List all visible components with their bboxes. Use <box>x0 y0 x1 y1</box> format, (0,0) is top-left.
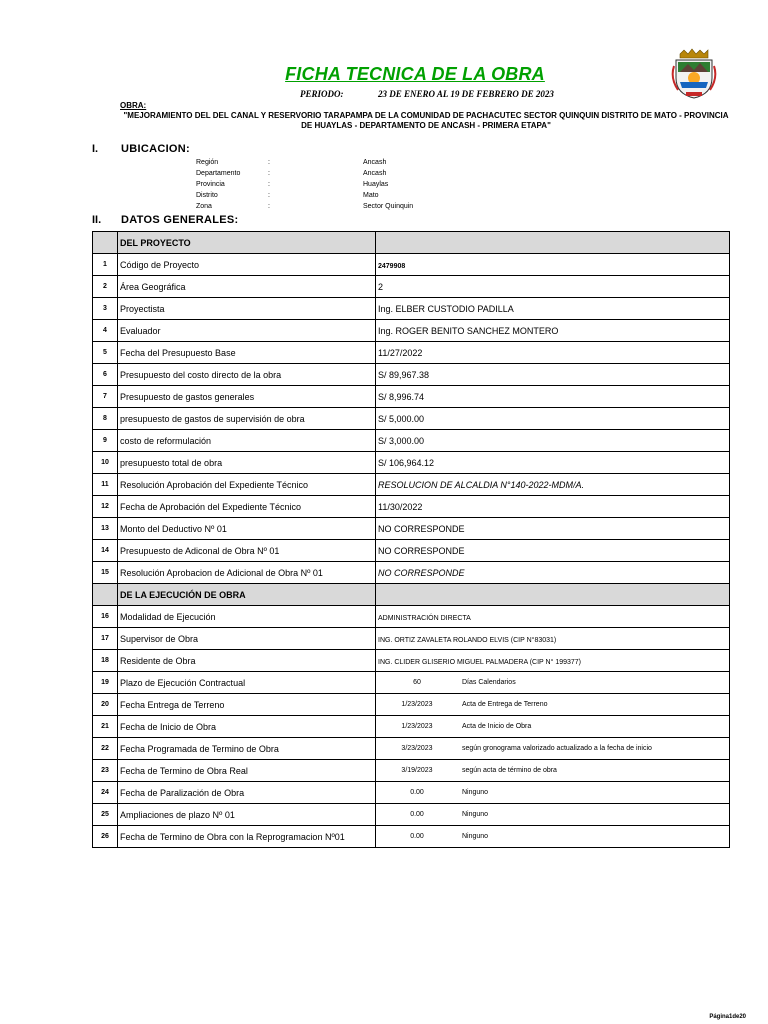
periodo-value: 23 DE ENERO AL 19 DE FEBRERO DE 2023 <box>378 89 554 99</box>
row-number: 2 <box>93 276 118 298</box>
ubicacion-value: Mato <box>363 192 379 199</box>
row-value-text: NO CORRESPONDE <box>378 545 465 556</box>
row-value <box>376 254 730 276</box>
row-value-note: según acta de término de obra <box>462 767 557 774</box>
row-value <box>376 562 730 584</box>
table-row <box>93 804 730 826</box>
table-row <box>93 826 730 848</box>
section-1-number: I. <box>92 143 99 155</box>
header-value-cell <box>376 584 730 606</box>
row-number: 10 <box>93 452 118 474</box>
row-value-split <box>376 672 730 694</box>
row-value <box>376 320 730 342</box>
table-row <box>93 518 730 540</box>
table-row <box>93 254 730 276</box>
row-value-text: S/ 89,967.38 <box>378 369 430 380</box>
row-number: 8 <box>93 408 118 430</box>
row-number: 9 <box>93 430 118 452</box>
row-value-primary: 0.00 <box>410 833 424 840</box>
ubicacion-label: Zona <box>196 203 212 210</box>
row-value <box>376 342 730 364</box>
row-number: 20 <box>93 694 118 716</box>
row-value-split <box>376 694 730 716</box>
ubicacion-label: Provincia <box>196 181 225 188</box>
row-value-note: Ninguno <box>462 833 489 840</box>
table-row <box>93 496 730 518</box>
row-number: 26 <box>93 826 118 848</box>
row-value <box>376 518 730 540</box>
document-title: FICHA TECNICA DE LA OBRA <box>285 64 545 84</box>
row-value-note: Ninguno <box>462 811 489 818</box>
ubicacion-row <box>196 168 413 179</box>
row-value <box>376 606 730 628</box>
row-value <box>376 276 730 298</box>
row-label: presupuesto de gastos de supervisión de obra <box>118 408 376 430</box>
row-label: Ampliaciones de plazo Nº 01 <box>118 804 376 826</box>
row-number: 3 <box>93 298 118 320</box>
ubicacion-label: Distrito <box>196 192 218 199</box>
row-label: Fecha del Presupuesto Base <box>118 342 376 364</box>
row-number: 19 <box>93 672 118 694</box>
ubicacion-colon: : <box>268 192 270 199</box>
row-value-text: RESOLUCION DE ALCALDIA N°140-2022-MDM/A. <box>378 479 584 490</box>
row-value-primary: 0.00 <box>410 811 424 818</box>
row-label: Fecha Programada de Termino de Obra <box>118 738 376 760</box>
ubicacion-list <box>196 157 413 212</box>
table-row <box>93 276 730 298</box>
row-value-text: S/ 106,964.12 <box>378 457 435 468</box>
row-label: Residente de Obra <box>118 650 376 672</box>
header-del-proyecto <box>93 232 730 254</box>
split-value <box>378 811 727 818</box>
table-row <box>93 430 730 452</box>
table-row <box>93 342 730 364</box>
row-number: 25 <box>93 804 118 826</box>
split-value <box>378 679 727 686</box>
row-number: 16 <box>93 606 118 628</box>
row-value-text: Ing. ELBER CUSTODIO PADILLA <box>378 303 514 314</box>
table-row <box>93 320 730 342</box>
section-header-label: DEL PROYECTO <box>118 232 376 254</box>
datos-generales-table <box>92 231 730 848</box>
row-label: Resolución Aprobacion de Adicional de Obra Nº 01 <box>118 562 376 584</box>
row-number: 13 <box>93 518 118 540</box>
ubicacion-value: Sector Quinquin <box>363 203 414 210</box>
table-row <box>93 540 730 562</box>
row-value <box>376 364 730 386</box>
table-row <box>93 452 730 474</box>
split-value <box>378 723 727 730</box>
row-value <box>376 386 730 408</box>
row-value-primary: 1/23/2023 <box>401 701 433 708</box>
ubicacion-colon: : <box>268 203 270 210</box>
section-2-number: II. <box>92 214 102 226</box>
row-number: 18 <box>93 650 118 672</box>
row-label: Presupuesto del costo directo de la obra <box>118 364 376 386</box>
row-label: Supervisor de Obra <box>118 628 376 650</box>
row-label: Presupuesto de gastos generales <box>118 386 376 408</box>
row-value-text: S/ 5,000.00 <box>378 413 425 424</box>
row-label: Área Geográfica <box>118 276 376 298</box>
row-value-text: NO CORRESPONDE <box>378 567 465 578</box>
row-label: Fecha Entrega de Terreno <box>118 694 376 716</box>
row-number: 15 <box>93 562 118 584</box>
row-number: 14 <box>93 540 118 562</box>
row-label: Código de Proyecto <box>118 254 376 276</box>
ubicacion-row <box>196 179 413 190</box>
split-value <box>378 789 727 796</box>
row-number: 1 <box>93 254 118 276</box>
row-value <box>376 298 730 320</box>
ubicacion-colon: : <box>268 181 270 188</box>
ubicacion-row <box>196 157 413 168</box>
table-row <box>93 628 730 650</box>
header-number-cell <box>93 232 118 254</box>
ubicacion-value: Ancash <box>363 170 387 177</box>
split-value <box>378 701 727 708</box>
table-row <box>93 408 730 430</box>
row-value-note: Acta de Entrega de Terreno <box>462 701 548 708</box>
table-row <box>93 386 730 408</box>
table-row <box>93 562 730 584</box>
row-value-text: 11/27/2022 <box>378 347 423 358</box>
row-value-text: S/ 3,000.00 <box>378 435 425 446</box>
row-label: Presupuesto de Adiconal de Obra Nº 01 <box>118 540 376 562</box>
header-value-cell <box>376 232 730 254</box>
split-value <box>378 745 727 752</box>
row-value-split <box>376 826 730 848</box>
row-value-note: Ninguno <box>462 789 489 796</box>
ubicacion-row <box>196 201 413 212</box>
row-value-primary: 3/19/2023 <box>401 767 433 774</box>
row-number: 22 <box>93 738 118 760</box>
row-value <box>376 540 730 562</box>
row-value <box>376 628 730 650</box>
header-ejecucion-obra <box>93 584 730 606</box>
row-value-note: Días Calendarios <box>462 679 516 686</box>
ubicacion-label: Departamento <box>196 170 241 177</box>
row-label: Fecha de Aprobación del Expediente Técnico <box>118 496 376 518</box>
row-label: Fecha de Termino de Obra Real <box>118 760 376 782</box>
page-number: Página1de20 <box>709 1014 746 1020</box>
row-value-split <box>376 760 730 782</box>
row-label: Proyectista <box>118 298 376 320</box>
row-value-primary: 3/23/2023 <box>401 745 433 752</box>
ubicacion-value: Ancash <box>363 159 387 166</box>
row-label: Evaluador <box>118 320 376 342</box>
section-header-label: DE LA EJECUCIÓN DE OBRA <box>118 584 376 606</box>
table-row <box>93 364 730 386</box>
table-row <box>93 694 730 716</box>
row-value-text: S/ 8,996.74 <box>378 391 425 402</box>
row-value-note: Acta de Inicio de Obra <box>462 723 532 730</box>
row-label: Resolución Aprobación del Expediente Técnico <box>118 474 376 496</box>
ubicacion-label: Región <box>196 159 219 166</box>
row-value <box>376 430 730 452</box>
row-number: 11 <box>93 474 118 496</box>
row-label: presupuesto total de obra <box>118 452 376 474</box>
row-value-text: 2479908 <box>378 262 406 270</box>
row-number: 17 <box>93 628 118 650</box>
section-2-title: DATOS GENERALES: <box>121 214 239 226</box>
row-label: Plazo de Ejecución Contractual <box>118 672 376 694</box>
obra-description: "MEJORAMIENTO DEL DEL CANAL Y RESERVORIO TARAPAMPA DE LA COMUNIDAD DE PACHACUTEC SECTOR QUINQUIN DISTRITO DE MATO - PROVINCIA DE HUAYLAS - DEPARTAMENTO DE ANCASH - PRIMERA ETAPA" <box>123 111 729 130</box>
table-row <box>93 298 730 320</box>
table-row <box>93 650 730 672</box>
ubicacion-colon: : <box>268 159 270 166</box>
row-value-text: Ing. ROGER BENITO SANCHEZ MONTERO <box>378 325 559 336</box>
ubicacion-colon: : <box>268 170 270 177</box>
row-value-text: NO CORRESPONDE <box>378 523 465 534</box>
row-label: Modalidad de Ejecución <box>118 606 376 628</box>
row-value-primary: 1/23/2023 <box>401 723 433 730</box>
row-number: 24 <box>93 782 118 804</box>
periodo-label: PERIODO: <box>300 89 344 99</box>
table-row <box>93 760 730 782</box>
row-value-text: ING. ORTIZ ZAVALETA ROLANDO ELVIS (CIP N°83031) <box>378 636 557 644</box>
row-value-text: 2 <box>378 281 384 292</box>
row-value-primary: 0.00 <box>410 789 424 796</box>
ubicacion-value: Huaylas <box>363 181 389 188</box>
table-row <box>93 474 730 496</box>
row-number: 5 <box>93 342 118 364</box>
row-value-split <box>376 738 730 760</box>
split-value <box>378 767 727 774</box>
table-row <box>93 606 730 628</box>
row-label: Fecha de Paralización de Obra <box>118 782 376 804</box>
table-row <box>93 716 730 738</box>
split-value <box>378 833 727 840</box>
row-number: 7 <box>93 386 118 408</box>
row-number: 21 <box>93 716 118 738</box>
table-row <box>93 672 730 694</box>
table-row <box>93 738 730 760</box>
row-number: 23 <box>93 760 118 782</box>
row-value-text: 11/30/2022 <box>378 501 423 512</box>
header-number-cell <box>93 584 118 606</box>
row-value-split <box>376 716 730 738</box>
section-1-title: UBICACION: <box>121 143 190 155</box>
table-row <box>93 782 730 804</box>
row-value-note: según gronograma valorizado actualizado a la fecha de inicio <box>462 745 652 752</box>
row-value <box>376 408 730 430</box>
row-label: Fecha de Termino de Obra con la Reprogramacion Nº01 <box>118 826 376 848</box>
row-value-split <box>376 782 730 804</box>
row-value <box>376 474 730 496</box>
row-number: 4 <box>93 320 118 342</box>
row-number: 12 <box>93 496 118 518</box>
row-label: Fecha de Inicio de Obra <box>118 716 376 738</box>
row-number: 6 <box>93 364 118 386</box>
row-value-split <box>376 804 730 826</box>
row-label: Monto del Deductivo Nº 01 <box>118 518 376 540</box>
row-label: costo de reformulación <box>118 430 376 452</box>
row-value <box>376 452 730 474</box>
row-value <box>376 496 730 518</box>
ubicacion-row <box>196 190 413 201</box>
obra-label: OBRA: <box>120 101 147 110</box>
row-value-text: ADMINISTRACIÓN DIRECTA <box>378 614 471 622</box>
row-value-text: ING. CLIDER GLISERIO MIGUEL PALMADERA (CIP N° 199377) <box>378 658 582 666</box>
row-value <box>376 650 730 672</box>
row-value-primary: 60 <box>413 679 421 686</box>
